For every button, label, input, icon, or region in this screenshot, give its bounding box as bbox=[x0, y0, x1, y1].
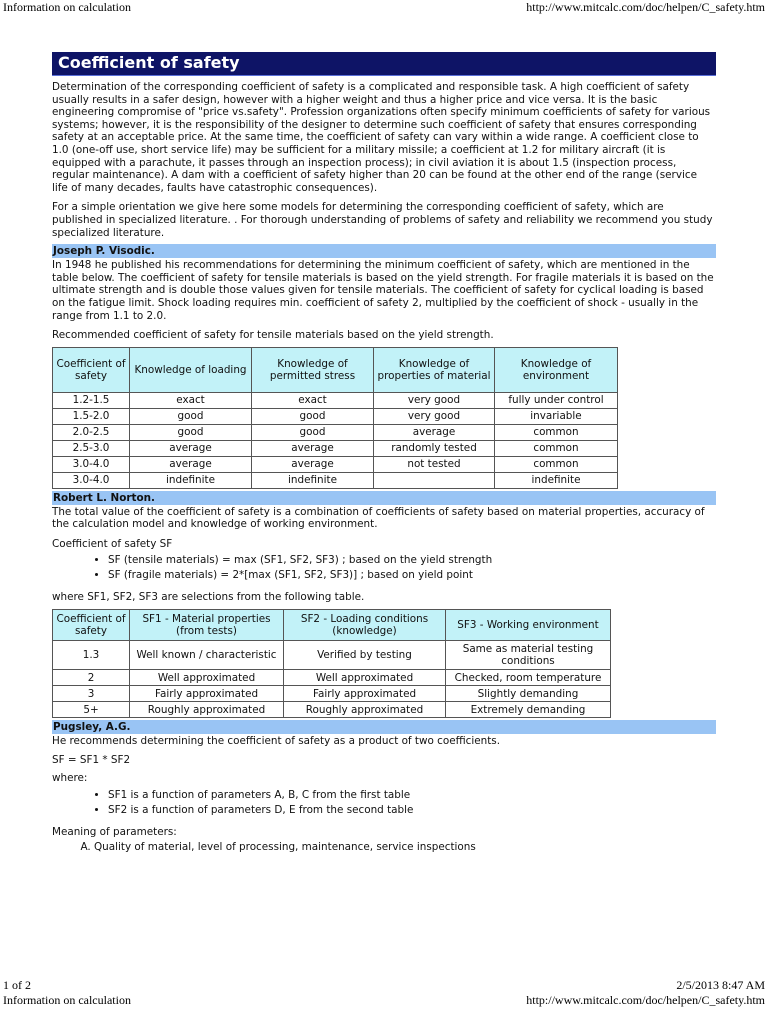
header-cell: Coefficient of safety bbox=[53, 347, 130, 392]
table-cell: very good bbox=[374, 392, 495, 408]
norton-where-text: where SF1, SF2, SF3 are selections from the following table. bbox=[52, 591, 365, 604]
table-cell: exact bbox=[252, 392, 374, 408]
table-cell: Same as material testing conditions bbox=[446, 641, 611, 670]
print-url[interactable]: http://www.mitcalc.com/doc/helpen/C_safety.htm bbox=[526, 993, 765, 1007]
table-cell: invariable bbox=[495, 408, 618, 424]
pugsley-paragraph: He recommends determining the coefficient of safety as a product of two coefficients. bbox=[52, 735, 500, 748]
table-cell: average bbox=[130, 456, 252, 472]
header-cell: Knowledge of properties of material bbox=[374, 347, 495, 392]
table-row bbox=[53, 408, 618, 424]
list-item: A. Quality of material, level of processing, maintenance, service inspections bbox=[94, 840, 716, 854]
table-cell: 2.0-2.5 bbox=[53, 424, 130, 440]
header-cell: Coefficient of safety bbox=[53, 610, 130, 641]
table-row bbox=[53, 392, 618, 408]
table-cell: Checked, room temperature bbox=[446, 670, 611, 686]
table-cell: very good bbox=[374, 408, 495, 424]
table-cell: good bbox=[252, 408, 374, 424]
print-footer bbox=[0, 978, 768, 993]
table-cell: average bbox=[252, 440, 374, 456]
list-item: • SF (fragile materials) = 2*[max (SF1, SF2, SF3)] ; based on yield point bbox=[108, 568, 716, 583]
list-item: • SF2 is a function of parameters D, E from the second table bbox=[108, 803, 716, 818]
table-row bbox=[53, 670, 611, 686]
table-cell: indefinite bbox=[495, 472, 618, 488]
header-cell: Knowledge of environment bbox=[495, 347, 618, 392]
table-cell: indefinite bbox=[252, 472, 374, 488]
table-cell: average bbox=[374, 424, 495, 440]
table-cell: Slightly demanding bbox=[446, 686, 611, 702]
intro-paragraph: Determination of the corresponding coefficient of safety is a complicated and responsible task. A high coefficient of safety usually results in a safer design, however with a higher weight and thus a higher price and vice versa. It is the basic engineering compromise of "price vs.safety". Profession organizations often specify minimum coefficients of safety for various systems; however, it is the responsibility of the designer to determine such coefficient of safety that ensures corresponding safety at an acceptable price. At the same time, the coefficient of safety can vary within a wide range. A coefficient close to 1.0 (one-off use, short service life) may be sufficient for a military missile; a coefficient at 1.2 for military aircraft (it is equipped with a parachute, it passes through an inspection process); in civil aviation it is about 1.5 (inspection process, regular maintenance). A dam with a coefficient of safety higher than 20 can be found at the other end of the range (service life of many decades, faults have catastrophic consequences). bbox=[52, 81, 711, 194]
section-heading-norton: Robert L. Norton. bbox=[52, 491, 716, 505]
header-cell: SF1 - Material properties (from tests) bbox=[130, 610, 284, 641]
table-cell: good bbox=[130, 408, 252, 424]
table-cell: not tested bbox=[374, 456, 495, 472]
table-cell: Well known / characteristic bbox=[130, 641, 284, 670]
header-cell: Knowledge of permitted stress bbox=[252, 347, 374, 392]
section-heading-visodic: Joseph P. Visodic. bbox=[52, 244, 716, 258]
visodic-table bbox=[52, 347, 618, 489]
norton-table bbox=[52, 609, 611, 718]
table-cell: Extremely demanding bbox=[446, 702, 611, 718]
table-cell: Fairly approximated bbox=[284, 686, 446, 702]
table-cell: indefinite bbox=[130, 472, 252, 488]
table-row bbox=[53, 702, 611, 718]
section-heading-pugsley: Pugsley, A.G. bbox=[52, 720, 716, 734]
print-datetime: 2/5/2013 8:47 AM bbox=[676, 978, 765, 992]
print-header-next-page bbox=[0, 993, 768, 1008]
table-cell: good bbox=[252, 424, 374, 440]
table-cell: 1.5-2.0 bbox=[53, 408, 130, 424]
header-cell: Knowledge of loading bbox=[130, 347, 252, 392]
list-item: • SF (tensile materials) = max (SF1, SF2, SF3) ; based on the yield strength bbox=[108, 553, 716, 568]
table-cell: average bbox=[130, 440, 252, 456]
page-title: Coefficient of safety bbox=[52, 52, 716, 76]
table-cell: common bbox=[495, 456, 618, 472]
print-header bbox=[0, 0, 768, 15]
table-cell: exact bbox=[130, 392, 252, 408]
table-cell: 3 bbox=[53, 686, 130, 702]
table-row bbox=[53, 472, 618, 488]
document-page bbox=[52, 52, 716, 854]
parameter-meaning-list bbox=[52, 840, 716, 854]
table-cell: Fairly approximated bbox=[130, 686, 284, 702]
visodic-paragraph: In 1948 he published his recommendations for determining the minimum coefficient of safety, which are mentioned in the table below. The coefficient of safety for tensile materials is based on the yield strength. For fragile materials it is based on the ultimate strength and is double those values given for tensile materials. The coefficient of safety for cyclical loading is based on the fatigue limit. Shock loading requires min. coefficient of safety 2, multiplied by the coefficient of shock - usually in the range from 1.1 to 2.0. bbox=[52, 259, 714, 322]
table-cell: 1.2-1.5 bbox=[53, 392, 130, 408]
table-header-row bbox=[53, 347, 618, 392]
header-cell: SF3 - Working environment bbox=[446, 610, 611, 641]
norton-paragraph: The total value of the coefficient of safety is a combination of coefficients of safety based on material properties, accuracy of the calculation model and knowledge of working environment. bbox=[52, 505, 705, 531]
norton-formula-list bbox=[52, 553, 716, 583]
pugsley-formula: SF = SF1 * SF2 bbox=[52, 753, 131, 766]
page-number: 1 of 2 bbox=[3, 978, 31, 992]
table-cell: 3.0-4.0 bbox=[53, 456, 130, 472]
table-cell: Roughly approximated bbox=[130, 702, 284, 718]
table-cell: Well approximated bbox=[130, 670, 284, 686]
table-cell: 2 bbox=[53, 670, 130, 686]
list-item: • SF1 is a function of parameters A, B, C from the first table bbox=[108, 788, 716, 803]
pugsley-param-list bbox=[52, 788, 716, 818]
table-cell: randomly tested bbox=[374, 440, 495, 456]
print-url[interactable]: http://www.mitcalc.com/doc/helpen/C_safety.htm bbox=[526, 0, 765, 14]
print-title: Information on calculation bbox=[3, 993, 131, 1007]
table-cell: 2.5-3.0 bbox=[53, 440, 130, 456]
pugsley-where-text: where: bbox=[52, 772, 88, 785]
table-header-row bbox=[53, 610, 611, 641]
table-cell bbox=[374, 472, 495, 488]
header-cell: SF2 - Loading conditions (knowledge) bbox=[284, 610, 446, 641]
print-title: Information on calculation bbox=[3, 0, 131, 14]
table-cell: common bbox=[495, 440, 618, 456]
table-row bbox=[53, 641, 611, 670]
sf-label: Coefficient of safety SF bbox=[52, 537, 173, 550]
meaning-label: Meaning of parameters: bbox=[52, 825, 177, 838]
visodic-table-caption: Recommended coefficient of safety for tensile materials based on the yield strength. bbox=[52, 329, 494, 342]
orientation-paragraph: For a simple orientation we give here some models for determining the corresponding coefficient of safety, which are published in specialized literature. . For thorough understanding of problems of safety and reliability we recommend you study specialized literature. bbox=[52, 201, 713, 239]
table-cell: Well approximated bbox=[284, 670, 446, 686]
table-cell: average bbox=[252, 456, 374, 472]
table-row bbox=[53, 686, 611, 702]
table-cell: 1.3 bbox=[53, 641, 130, 670]
table-cell: fully under control bbox=[495, 392, 618, 408]
table-cell: good bbox=[130, 424, 252, 440]
table-row bbox=[53, 456, 618, 472]
table-cell: Verified by testing bbox=[284, 641, 446, 670]
table-row bbox=[53, 440, 618, 456]
table-row bbox=[53, 424, 618, 440]
table-cell: 5+ bbox=[53, 702, 130, 718]
table-cell: common bbox=[495, 424, 618, 440]
table-cell: 3.0-4.0 bbox=[53, 472, 130, 488]
table-cell: Roughly approximated bbox=[284, 702, 446, 718]
